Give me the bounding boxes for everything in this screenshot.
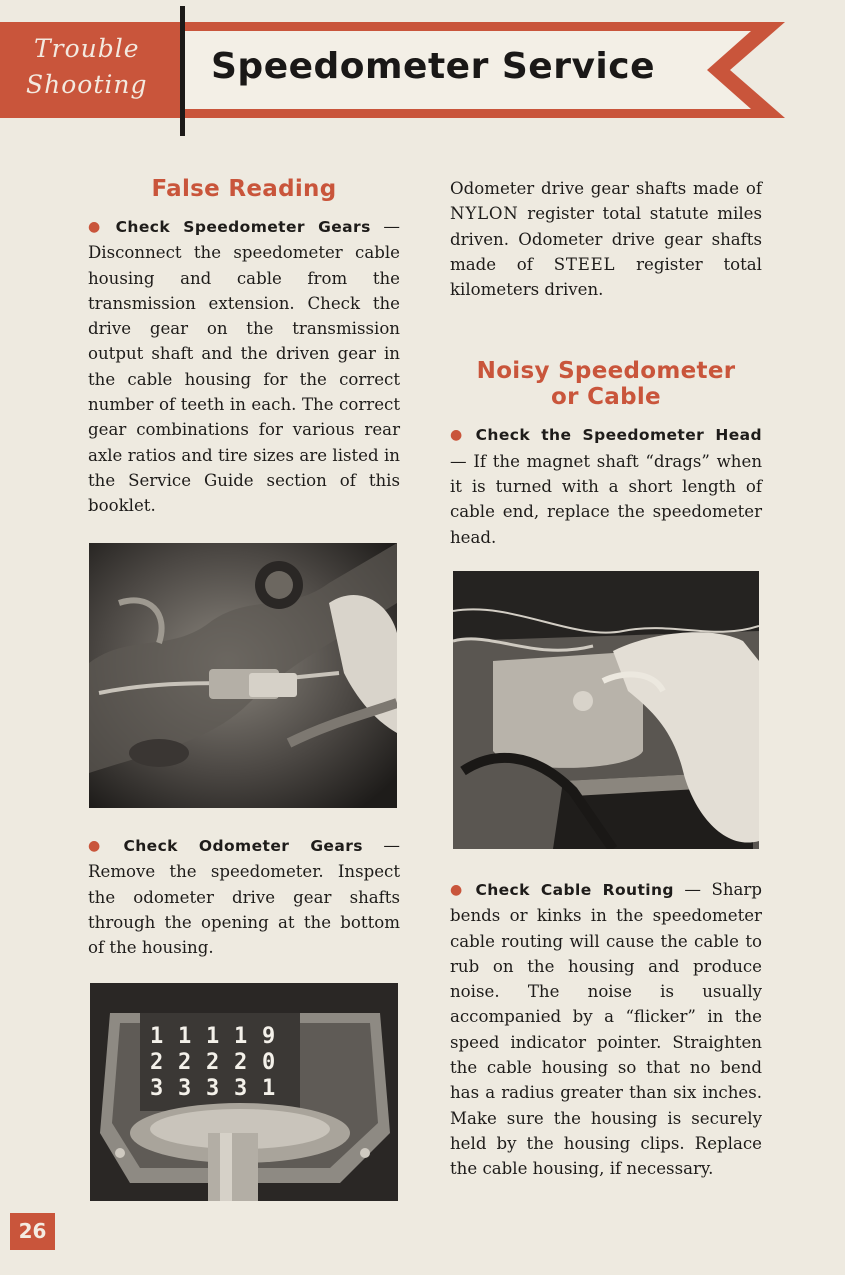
page-number: 26 (10, 1213, 55, 1250)
odometer-text-c: register total kilometers driven. (450, 254, 762, 300)
paragraph-check-speedometer-head (450, 422, 762, 549)
section-label-line2: Shooting (26, 70, 148, 99)
photo-transmission-cable (89, 543, 397, 808)
bullet-icon: ● (88, 838, 116, 854)
heading-noisy-speedometer (450, 358, 762, 410)
title-banner (185, 22, 785, 118)
odo-digit: 1 (178, 1024, 192, 1049)
odo-digit: 1 (206, 1024, 220, 1049)
text-check-cable-routing: Sharp bends or kinks in the speedometer cable routing will cause the cable to rub on the housing and produce noise. The noise is usually accompanied by a “flicker” in the speed indicator pointer. Straighten the cable housing so that no bend has a radius greater than six inches. Make sure the housing is securely held by the housing clips. Replace the cable housing, if necessary. (450, 880, 762, 1179)
heading-line1: Noisy Speedometer (476, 358, 736, 385)
section-tab (0, 22, 180, 118)
photo-speedometer-head (453, 571, 759, 849)
steel-label: STEEL (553, 254, 616, 274)
right-column (450, 176, 763, 1179)
paragraph-check-cable-routing (450, 877, 762, 1182)
odo-digit: 0 (262, 1050, 276, 1075)
section-label-line1: Trouble (34, 34, 140, 63)
paragraph-check-odometer-gears (88, 833, 400, 960)
text-check-speedometer-gears: Disconnect the speedometer cable housing and cable from the transmission extension. Check the drive gear on the transmission output shaft and the driven gear in the cable housing for the correct number of teeth in each. The correct gear combinations for various rear axle ratios and tire sizes are listed in the Service Guide section of this booklet. (88, 243, 400, 516)
text-check-speedometer-head: If the magnet shaft “drags” when it is turned with a short length of cable end, replace the speedometer head. (450, 451, 763, 547)
lead-check-speedometer-gears: Check Speedometer Gears (115, 218, 371, 236)
lead-dash: — (362, 836, 401, 855)
page-title: Speedometer Service (211, 46, 656, 87)
paragraph-check-speedometer-gears (88, 214, 400, 519)
lead-dash: — (370, 217, 401, 236)
odo-digit: 3 (206, 1076, 220, 1101)
odo-digit: 1 (234, 1024, 248, 1049)
bullet-icon: ● (450, 882, 468, 898)
lead-dash: — (450, 451, 474, 471)
odo-digit: 2 (178, 1050, 192, 1075)
lead-check-cable-routing: Check Cable Routing (475, 881, 674, 899)
heading-line2: or Cable (551, 384, 661, 411)
odo-digit: 3 (178, 1076, 192, 1101)
photo-odometer-gears (90, 983, 398, 1201)
odo-digit: 1 (150, 1024, 164, 1049)
heading-false-reading: False Reading (151, 176, 337, 202)
lead-dash: — (673, 880, 712, 899)
lead-check-odometer-gears: Check Odometer Gears (123, 837, 363, 855)
left-column (88, 176, 401, 958)
bullet-icon: ● (450, 427, 468, 444)
paragraph-odometer-shafts (450, 176, 762, 302)
odo-digit: 3 (234, 1076, 248, 1101)
odometer-text-b: register total statute miles driven. Odometer drive gear shafts made of (450, 204, 762, 274)
odo-digit: 9 (262, 1024, 276, 1049)
odo-digit: 2 (150, 1050, 164, 1075)
odo-digit: 2 (206, 1050, 220, 1075)
odo-digit: 2 (234, 1050, 248, 1075)
text-check-odometer-gears: Remove the speedometer. Inspect the odometer drive gear shafts through the opening at the bottom of the housing. (88, 862, 400, 958)
bullet-icon: ● (88, 219, 108, 235)
nylon-label: NYLON (450, 204, 519, 224)
odo-digit: 1 (262, 1076, 276, 1101)
lead-check-speedometer-head: Check the Speedometer Head (475, 426, 763, 445)
odo-digit: 3 (150, 1076, 164, 1101)
odometer-text-a: Odometer drive gear shafts made of (450, 179, 762, 198)
